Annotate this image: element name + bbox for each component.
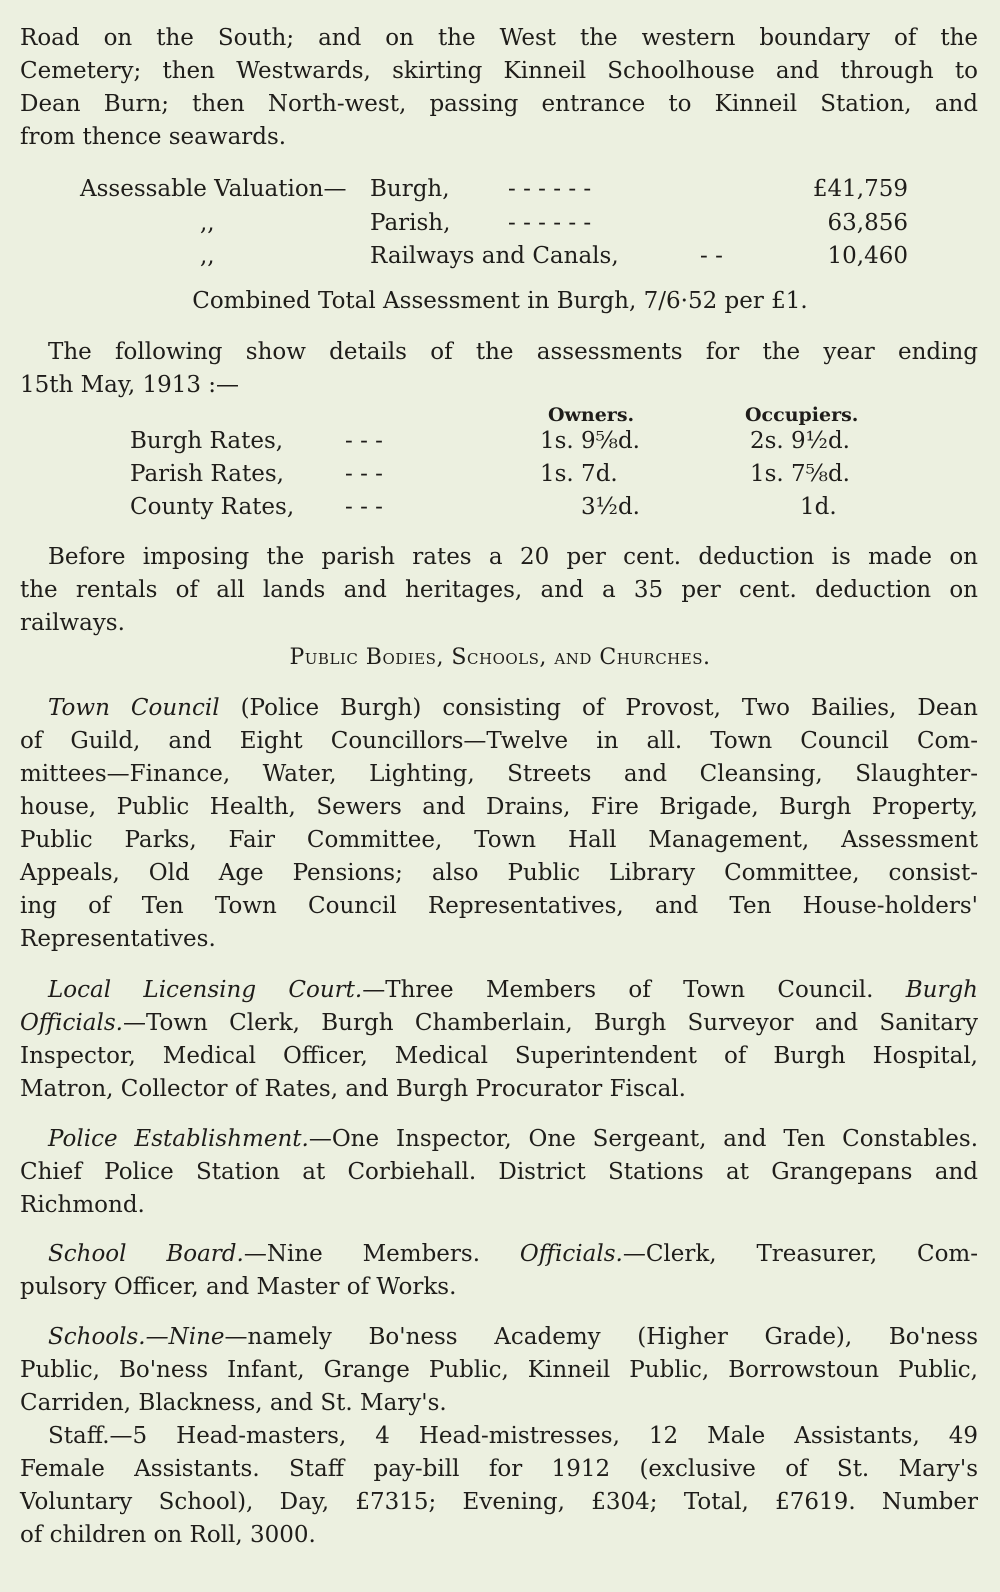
- rate-owners: 1s. 7d.: [540, 461, 618, 487]
- text-line: Inspector, Medical Officer, Medical Superintendent of Burgh Hospital,: [20, 1043, 978, 1069]
- licensing-title: Local Licensing Court.: [48, 977, 363, 1003]
- text-line: Cemetery; then Westwards, skirting Kinneil Schoolhouse and through to: [20, 58, 978, 84]
- rate-occupiers: 2s. 9½d.: [749, 428, 850, 454]
- text-line: Chief Police Station at Corbiehall. District Stations at Grangepans and: [20, 1159, 978, 1185]
- rate-owners: 1s. 9⅝d.: [539, 428, 640, 454]
- text-line: from thence seawards.: [20, 124, 287, 150]
- text-line: house, Public Health, Sewers and Drains, Fire Brigade, Burgh Property,: [20, 794, 978, 820]
- schools-paragraph: [20, 1321, 978, 1420]
- valuation-label: Railways and Canals,: [370, 243, 619, 269]
- town-council-title: Town Council: [48, 695, 220, 721]
- valuation-value: 63,856: [827, 210, 908, 236]
- text-line: Carriden, Blackness, and St. Mary's.: [20, 1390, 447, 1416]
- rate-label: Parish Rates,: [130, 461, 284, 487]
- text-line: railways.: [20, 610, 125, 636]
- valuation-label: Parish,: [370, 210, 451, 236]
- text-line: pulsory Officer, and Master of Works.: [20, 1274, 457, 1300]
- valuation-value: £41,759: [812, 176, 908, 202]
- text-line: Voluntary School), Day, £7315; Evening, £304; Total, £7619. Number: [20, 1489, 978, 1515]
- text-line: (Police Burgh) consisting of Provost, Two Bailies, Dean: [219, 695, 978, 721]
- schools-title: Schools.—Nine: [48, 1324, 225, 1350]
- text-line: 15th May, 1913 :—: [20, 372, 240, 398]
- text-line: Dean Burn; then North-west, passing entrance to Kinneil Station, and: [20, 91, 978, 117]
- text-line: The following show details of the assessments for the year ending: [48, 339, 978, 365]
- burgh-officials-title: Officials.: [20, 1010, 123, 1036]
- leader-dots: - - - - - -: [508, 210, 592, 236]
- text-line: —Clerk, Treasurer, Com-: [622, 1241, 978, 1267]
- rate-owners: 3½d.: [581, 494, 640, 520]
- school-board-title: School Board.: [48, 1241, 244, 1267]
- text-line: Road on the South; and on the West the western boundary of the: [20, 25, 978, 51]
- police-title: Police Establishment.: [48, 1126, 309, 1152]
- school-officials-title: Officials.: [519, 1241, 623, 1267]
- text-line: Matron, Collector of Rates, and Burgh Procurator Fiscal.: [20, 1076, 686, 1102]
- text-line: ing of Ten Town Council Representatives, and Ten House-holders': [20, 893, 978, 919]
- ditto-mark: ,,: [200, 210, 215, 236]
- police-paragraph: [20, 1123, 978, 1222]
- text-line: —Three Members of Town Council.: [362, 977, 874, 1003]
- combined-assessment: Combined Total Assessment in Burgh, 7/6·52 per £1.: [192, 288, 808, 314]
- town-council-paragraph: [20, 692, 978, 956]
- ditto-mark: ,,: [200, 243, 215, 269]
- text-line: of Guild, and Eight Councillors—Twelve in all. Town Council Com-: [20, 728, 978, 754]
- text-line: Before imposing the parish rates a 20 per cent. deduction is made on: [48, 544, 978, 570]
- text-line: —Town Clerk, Burgh Chamberlain, Burgh Surveyor and Sanitary: [122, 1010, 978, 1036]
- deduction-paragraph: [20, 541, 978, 640]
- leader-dots: - - -: [345, 494, 383, 520]
- burgh-officials-title: Burgh: [905, 977, 978, 1003]
- valuation-value: 10,460: [827, 243, 908, 269]
- text-line: Female Assistants. Staff pay-bill for 1912 (exclusive of St. Mary's: [20, 1456, 978, 1482]
- licensing-paragraph: [20, 974, 978, 1106]
- text-line: Richmond.: [20, 1192, 145, 1218]
- rate-occupiers: 1d.: [800, 494, 837, 520]
- text-line: —namely Bo'ness Academy (Higher Grade), Bo'ness: [224, 1324, 978, 1350]
- staff-paragraph: [20, 1420, 978, 1552]
- leader-dots: - - - - - -: [508, 176, 592, 202]
- text-line: of children on Roll, 3000.: [20, 1522, 316, 1548]
- rate-occupiers: 1s. 7⅝d.: [749, 461, 850, 487]
- text-line: —Nine Members.: [243, 1241, 481, 1267]
- rate-label: County Rates,: [130, 494, 295, 520]
- intro-paragraph: [20, 22, 978, 154]
- text-line: mittees—Finance, Water, Lighting, Streets and Cleansing, Slaughter-: [20, 761, 978, 787]
- school-board-paragraph: [20, 1238, 978, 1304]
- text-line: Appeals, Old Age Pensions; also Public Library Committee, consist-: [20, 860, 978, 886]
- text-line: Representatives.: [20, 926, 216, 952]
- section-heading: Public Bodies, Schools, and Churches.: [289, 645, 711, 670]
- assessments-paragraph: [20, 336, 978, 402]
- leader-dots: - - -: [345, 428, 383, 454]
- rate-label: Burgh Rates,: [130, 428, 284, 454]
- text-line: Public Parks, Fair Committee, Town Hall Management, Assessment: [20, 827, 978, 853]
- text-line: the rentals of all lands and heritages, and a 35 per cent. deduction on: [20, 577, 978, 603]
- text-line: —One Inspector, One Sergeant, and Ten Constables.: [308, 1126, 979, 1152]
- valuation-label-prefix: Assessable Valuation—: [80, 176, 347, 202]
- column-header-occupiers: Occupiers.: [745, 404, 859, 426]
- valuation-label: Burgh,: [370, 176, 450, 202]
- leader-dots: - - -: [345, 461, 383, 487]
- text-line: Staff.—5 Head-masters, 4 Head-mistresses, 12 Male Assistants, 49: [48, 1423, 978, 1449]
- column-header-owners: Owners.: [548, 404, 635, 426]
- leader-dots: - -: [700, 243, 723, 269]
- text-line: Public, Bo'ness Infant, Grange Public, Kinneil Public, Borrowstoun Public,: [20, 1357, 978, 1383]
